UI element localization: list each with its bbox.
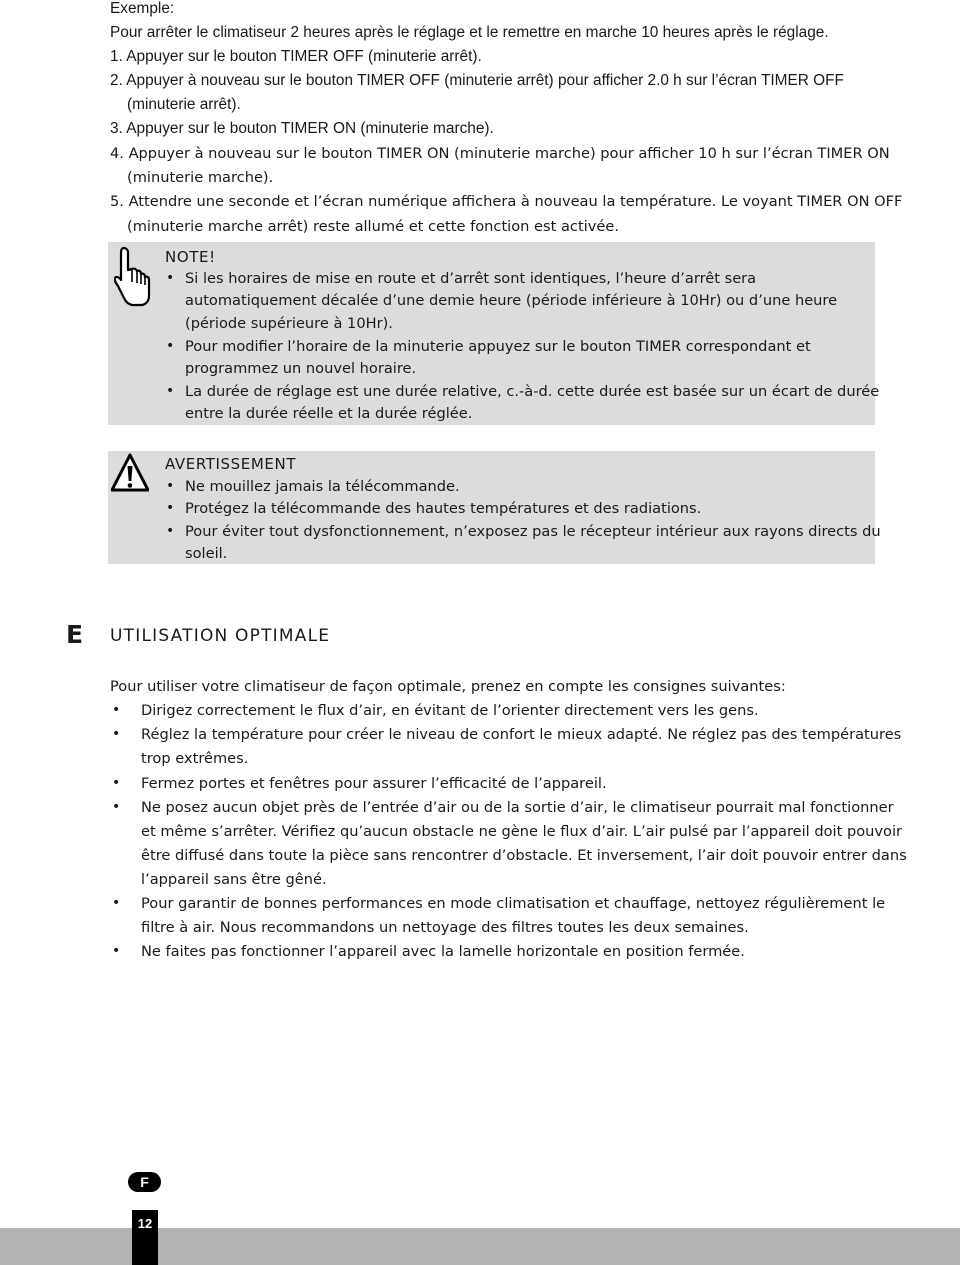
section-line: Pour garantir de bonnes performances en mode climatisation et chauffage, nettoyez régulièrement le	[141, 895, 886, 912]
bullet: •	[166, 270, 175, 286]
note-line: Pour modifier l’horaire de la minuterie appuyez sur le bouton TIMER correspondant et	[185, 338, 811, 355]
bullet: •	[112, 775, 121, 791]
example-line: 4. Appuyer à nouveau sur le bouton TIMER ON (minuterie marche) pour afficher 10 h sur l’écran TIMER ON	[110, 145, 890, 162]
note-line: automatiquement décalée d’une demie heure (période inférieure à 10Hr) ou d’une heure	[185, 292, 838, 309]
bullet: •	[166, 338, 175, 354]
bullet: •	[166, 500, 175, 516]
section-line: Ne posez aucun objet près de l’entrée d’air ou de la sortie d’air, le climatiseur pourrait mal fonctionner	[141, 799, 894, 816]
note-line: La durée de réglage est une durée relative, c.-à-d. cette durée est basée sur un écart de durée	[185, 383, 880, 400]
warning-triangle-icon	[111, 453, 149, 493]
warning-line: Protégez la télécommande des hautes températures et des radiations.	[185, 500, 702, 517]
example-line: 2. Appuyer à nouveau sur le bouton TIMER OFF (minuterie arrêt) pour afficher 2.0 h sur l’écran TIMER OFF	[110, 72, 844, 89]
bullet: •	[112, 726, 121, 742]
pointing-hand-icon	[114, 246, 152, 308]
language-badge: F	[128, 1172, 161, 1192]
bullet: •	[166, 383, 175, 399]
example-line: Pour arrêter le climatiseur 2 heures après le réglage et le remettre en marche 10 heures après le réglage.	[110, 24, 829, 41]
section-line: Dirigez correctement le flux d’air, en évitant de l’orienter directement vers les gens.	[141, 702, 759, 719]
bullet: •	[112, 943, 121, 959]
bullet: •	[166, 523, 175, 539]
example-line: (minuterie marche arrêt) reste allumé et cette fonction est activée.	[127, 218, 619, 235]
example-line: 3. Appuyer sur le bouton TIMER ON (minuterie marche).	[110, 120, 494, 137]
warning-line: Pour éviter tout dysfonctionnement, n’exposez pas le récepteur intérieur aux rayons directs du	[185, 523, 881, 540]
example-line: (minuterie marche).	[127, 169, 274, 186]
section-line: Réglez la température pour créer le niveau de confort le mieux adapté. Ne réglez pas des températures	[141, 726, 902, 743]
bullet: •	[166, 478, 175, 494]
example-line: (minuterie arrêt).	[127, 96, 241, 113]
example-line: 1. Appuyer sur le bouton TIMER OFF (minuterie arrêt).	[110, 48, 482, 65]
warning-heading: AVERTISSEMENT	[165, 455, 297, 473]
bullet: •	[112, 799, 121, 815]
page-number: 12	[132, 1210, 158, 1265]
note-heading: NOTE!	[165, 248, 216, 266]
section-line: l’appareil sans être gêné.	[141, 871, 327, 888]
note-line: entre la durée réelle et la durée réglée.	[185, 405, 473, 422]
example-title: Exemple:	[110, 0, 175, 17]
bullet: •	[112, 702, 121, 718]
section-line: filtre à air. Nous recommandons un nettoyage des filtres toutes les deux semaines.	[141, 919, 749, 936]
section-line: Ne faites pas fonctionner l’appareil avec la lamelle horizontale en position fermée.	[141, 943, 745, 960]
note-line: Si les horaires de mise en route et d’arrêt sont identiques, l’heure d’arrêt sera	[185, 270, 757, 287]
example-line: 5. Attendre une seconde et l’écran numérique affichera à nouveau la température. Le voyant TIMER ON OFF	[110, 193, 903, 210]
section-line: être diffusé dans toute la pièce sans rencontrer d’obstacle. Et inversement, l’air doit pouvoir entrer dans	[141, 847, 907, 864]
bullet: •	[112, 895, 121, 911]
section-title: UTILISATION OPTIMALE	[110, 626, 331, 646]
note-line: programmez un nouvel horaire.	[185, 360, 417, 377]
note-line: (période supérieure à 10Hr).	[185, 315, 393, 332]
section-intro: Pour utiliser votre climatiseur de façon optimale, prenez en compte les consignes suivantes:	[110, 678, 786, 695]
warning-line: soleil.	[185, 545, 228, 562]
section-letter: E	[66, 620, 84, 649]
warning-line: Ne mouillez jamais la télécommande.	[185, 478, 460, 495]
section-line: Fermez portes et fenêtres pour assurer l’efficacité de l’appareil.	[141, 775, 607, 792]
section-line: et même s’arrêter. Vérifiez qu’aucun obstacle ne gène le flux d’air. L’air pulsé par l’appareil doit pouvoir	[141, 823, 903, 840]
section-line: trop extrêmes.	[141, 750, 249, 767]
